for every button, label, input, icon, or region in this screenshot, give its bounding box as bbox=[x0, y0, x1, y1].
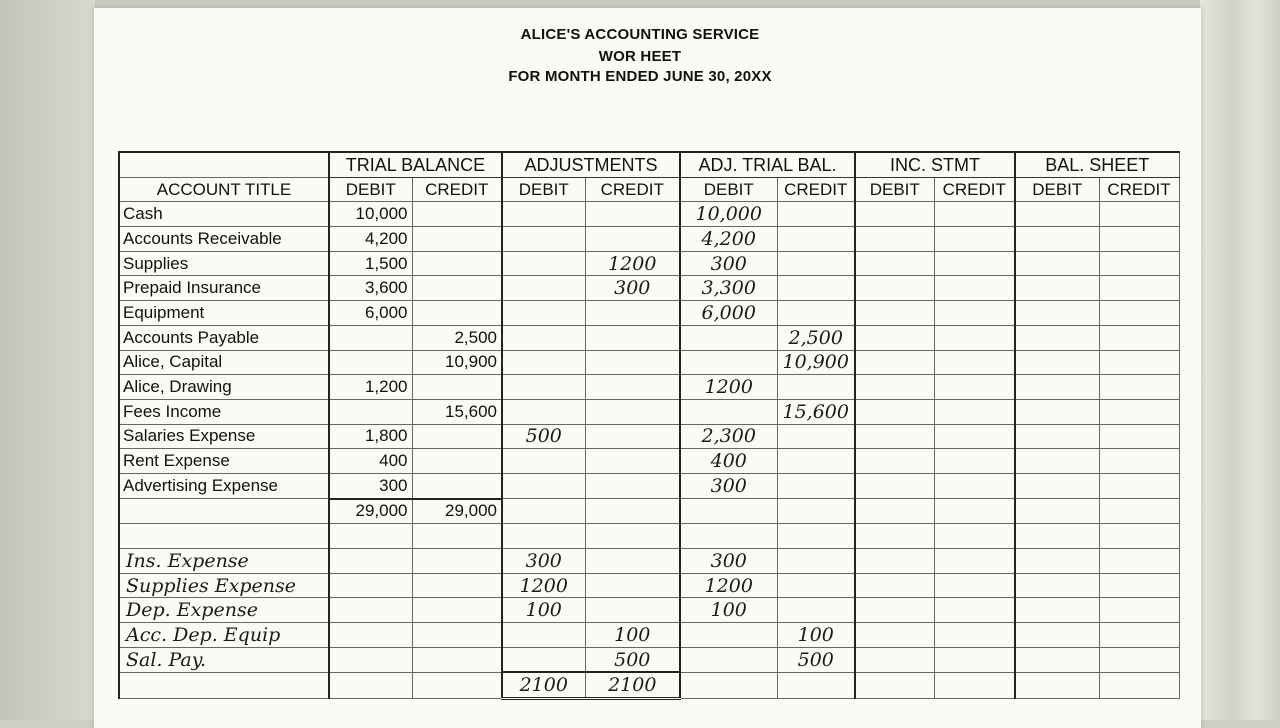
amount-cell bbox=[502, 623, 585, 648]
amount-cell bbox=[934, 473, 1015, 498]
subheader-row bbox=[119, 177, 1257, 202]
amount-cell bbox=[680, 499, 777, 524]
amount-cell bbox=[329, 573, 412, 598]
amount-cell bbox=[777, 424, 855, 449]
group-balance-sheet: BAL. SHEET bbox=[1015, 152, 1179, 177]
amount-cell bbox=[1099, 647, 1179, 672]
amount-cell bbox=[1015, 399, 1099, 424]
amount-cell bbox=[934, 623, 1015, 648]
amount-cell bbox=[585, 301, 680, 326]
amount-cell bbox=[855, 276, 934, 301]
amount-cell bbox=[777, 473, 855, 498]
amount-cell: 300 bbox=[329, 473, 412, 498]
amount-cell: 2100 bbox=[585, 672, 680, 698]
amount-cell bbox=[1099, 449, 1179, 474]
account-title-cell: Acc. Dep. Equip bbox=[119, 623, 329, 648]
amount-cell bbox=[855, 499, 934, 524]
account-title-top bbox=[119, 152, 329, 177]
amount-cell bbox=[585, 549, 680, 574]
amount-cell: 300 bbox=[585, 276, 680, 301]
amount-cell bbox=[1015, 449, 1099, 474]
tb-credit-header: CREDIT bbox=[412, 177, 502, 202]
amount-cell bbox=[412, 227, 502, 252]
amount-cell bbox=[1015, 276, 1099, 301]
amount-cell bbox=[329, 524, 412, 549]
amount-cell bbox=[1099, 623, 1179, 648]
amount-cell bbox=[777, 276, 855, 301]
adj-debit-header: DEBIT bbox=[502, 177, 585, 202]
group-income-statement: INC. STMT bbox=[855, 152, 1015, 177]
amount-cell: 500 bbox=[777, 647, 855, 672]
amount-cell: 10,900 bbox=[412, 350, 502, 375]
amount-cell: 500 bbox=[585, 647, 680, 672]
amount-cell bbox=[412, 524, 502, 549]
bs-credit-header: CREDIT bbox=[1099, 177, 1179, 202]
amount-cell bbox=[329, 549, 412, 574]
amount-cell bbox=[855, 449, 934, 474]
amount-cell bbox=[680, 524, 777, 549]
amount-cell bbox=[680, 325, 777, 350]
table-row bbox=[119, 524, 1257, 549]
amount-cell bbox=[934, 499, 1015, 524]
table-row bbox=[119, 375, 1257, 400]
amount-cell bbox=[855, 424, 934, 449]
amount-cell: 3,600 bbox=[329, 276, 412, 301]
amount-cell bbox=[934, 202, 1015, 227]
amount-cell bbox=[855, 672, 934, 698]
amount-cell bbox=[777, 251, 855, 276]
amount-cell bbox=[777, 227, 855, 252]
table-row bbox=[119, 647, 1257, 672]
table-row bbox=[119, 598, 1257, 623]
account-title-cell: Fees Income bbox=[119, 399, 329, 424]
is-credit-header: CREDIT bbox=[934, 177, 1015, 202]
amount-cell bbox=[1015, 672, 1099, 698]
amount-cell bbox=[855, 251, 934, 276]
amount-cell: 300 bbox=[502, 549, 585, 574]
amount-cell: 6,000 bbox=[329, 301, 412, 326]
amount-cell bbox=[777, 375, 855, 400]
amount-cell bbox=[1099, 524, 1179, 549]
amount-cell: 10,900 bbox=[777, 350, 855, 375]
amount-cell bbox=[855, 350, 934, 375]
amount-cell bbox=[585, 375, 680, 400]
amount-cell: 29,000 bbox=[329, 499, 412, 524]
amount-cell: 4,200 bbox=[680, 227, 777, 252]
amount-cell bbox=[934, 573, 1015, 598]
amount-cell bbox=[934, 276, 1015, 301]
amount-cell bbox=[585, 202, 680, 227]
amount-cell bbox=[1015, 598, 1099, 623]
amount-cell: 1200 bbox=[680, 573, 777, 598]
amount-cell bbox=[1099, 399, 1179, 424]
amount-cell: 300 bbox=[680, 473, 777, 498]
amount-cell bbox=[502, 449, 585, 474]
amount-cell bbox=[502, 227, 585, 252]
account-title-cell: Prepaid Insurance bbox=[119, 276, 329, 301]
amount-cell bbox=[855, 227, 934, 252]
bs-debit-header: DEBIT bbox=[1015, 177, 1099, 202]
amount-cell bbox=[934, 375, 1015, 400]
amount-cell bbox=[777, 573, 855, 598]
amount-cell: 10,000 bbox=[329, 202, 412, 227]
amount-cell: 15,600 bbox=[777, 399, 855, 424]
worksheet-table bbox=[118, 151, 1258, 700]
amount-cell bbox=[1099, 251, 1179, 276]
table-row bbox=[119, 227, 1257, 252]
amount-cell: 6,000 bbox=[680, 301, 777, 326]
table-row bbox=[119, 276, 1257, 301]
amount-cell bbox=[1015, 499, 1099, 524]
amount-cell bbox=[1015, 350, 1099, 375]
amount-cell bbox=[502, 375, 585, 400]
amount-cell: 15,600 bbox=[412, 399, 502, 424]
amount-cell bbox=[777, 672, 855, 698]
account-title-cell: Equipment bbox=[119, 301, 329, 326]
amount-cell bbox=[680, 647, 777, 672]
amount-cell bbox=[1099, 202, 1179, 227]
amount-cell bbox=[502, 647, 585, 672]
amount-cell bbox=[680, 350, 777, 375]
amount-cell bbox=[855, 549, 934, 574]
amount-cell bbox=[934, 251, 1015, 276]
amount-cell bbox=[412, 473, 502, 498]
document-title: WOR HEET bbox=[598, 48, 682, 65]
amount-cell bbox=[585, 424, 680, 449]
amount-cell bbox=[1099, 598, 1179, 623]
amount-cell bbox=[680, 623, 777, 648]
amount-cell bbox=[855, 325, 934, 350]
amount-cell: 2100 bbox=[502, 672, 585, 698]
amount-cell bbox=[412, 251, 502, 276]
amount-cell bbox=[585, 598, 680, 623]
amount-cell bbox=[502, 301, 585, 326]
amount-cell bbox=[934, 424, 1015, 449]
amount-cell bbox=[1015, 227, 1099, 252]
amount-cell bbox=[502, 251, 585, 276]
account-title-cell: Cash bbox=[119, 202, 329, 227]
amount-cell bbox=[1099, 325, 1179, 350]
amount-cell bbox=[412, 301, 502, 326]
amount-cell bbox=[585, 473, 680, 498]
amount-cell: 1,200 bbox=[329, 375, 412, 400]
amount-cell bbox=[855, 524, 934, 549]
amount-cell: 100 bbox=[502, 598, 585, 623]
account-title-cell: Alice, Drawing bbox=[119, 375, 329, 400]
amount-cell bbox=[585, 227, 680, 252]
amount-cell bbox=[1015, 623, 1099, 648]
amount-cell bbox=[412, 647, 502, 672]
amount-cell bbox=[1015, 424, 1099, 449]
amount-cell bbox=[855, 301, 934, 326]
amount-cell bbox=[412, 449, 502, 474]
amount-cell bbox=[412, 549, 502, 574]
amount-cell bbox=[777, 524, 855, 549]
amount-cell bbox=[1015, 375, 1099, 400]
amount-cell: 100 bbox=[585, 623, 680, 648]
amount-cell bbox=[1099, 473, 1179, 498]
table-row bbox=[119, 623, 1257, 648]
amount-cell bbox=[1099, 227, 1179, 252]
amount-cell bbox=[585, 350, 680, 375]
amount-cell bbox=[585, 499, 680, 524]
amount-cell bbox=[1015, 202, 1099, 227]
amount-cell bbox=[502, 499, 585, 524]
amount-cell: 29,000 bbox=[412, 499, 502, 524]
account-title-header: ACCOUNT TITLE bbox=[119, 177, 329, 202]
table-row bbox=[119, 350, 1257, 375]
account-title-cell bbox=[119, 672, 329, 698]
table-row bbox=[119, 672, 1257, 698]
amount-cell bbox=[855, 473, 934, 498]
amount-cell: 1200 bbox=[680, 375, 777, 400]
amount-cell: 1,800 bbox=[329, 424, 412, 449]
amount-cell bbox=[412, 202, 502, 227]
group-header-row bbox=[119, 152, 1257, 177]
amount-cell bbox=[855, 202, 934, 227]
amount-cell bbox=[502, 325, 585, 350]
worksheet bbox=[118, 151, 1258, 700]
account-title-cell: Accounts Payable bbox=[119, 325, 329, 350]
amount-cell: 2,500 bbox=[777, 325, 855, 350]
amount-cell bbox=[585, 573, 680, 598]
amount-cell bbox=[1099, 424, 1179, 449]
table-row bbox=[119, 473, 1257, 498]
amount-cell bbox=[934, 647, 1015, 672]
amount-cell: 1200 bbox=[502, 573, 585, 598]
amount-cell bbox=[1099, 350, 1179, 375]
amount-cell bbox=[502, 276, 585, 301]
amount-cell bbox=[412, 375, 502, 400]
account-title-cell: Accounts Receivable bbox=[119, 227, 329, 252]
amount-cell bbox=[412, 276, 502, 301]
amount-cell bbox=[934, 301, 1015, 326]
amount-cell: 2,500 bbox=[412, 325, 502, 350]
table-row bbox=[119, 573, 1257, 598]
amount-cell: 400 bbox=[680, 449, 777, 474]
amount-cell bbox=[934, 524, 1015, 549]
table-row bbox=[119, 399, 1257, 424]
amount-cell bbox=[855, 573, 934, 598]
amount-cell bbox=[855, 623, 934, 648]
amount-cell: 1200 bbox=[585, 251, 680, 276]
amount-cell: 3,300 bbox=[680, 276, 777, 301]
amount-cell bbox=[1099, 499, 1179, 524]
tb-debit-header: DEBIT bbox=[329, 177, 412, 202]
amount-cell bbox=[934, 598, 1015, 623]
background-left bbox=[0, 0, 95, 720]
amount-cell bbox=[1015, 325, 1099, 350]
amount-cell bbox=[502, 524, 585, 549]
amount-cell bbox=[680, 399, 777, 424]
group-trial-balance: TRIAL BALANCE bbox=[329, 152, 502, 177]
amount-cell bbox=[934, 449, 1015, 474]
amount-cell bbox=[329, 647, 412, 672]
account-title-cell bbox=[119, 499, 329, 524]
amount-cell bbox=[1015, 549, 1099, 574]
amount-cell: 500 bbox=[502, 424, 585, 449]
amount-cell: 400 bbox=[329, 449, 412, 474]
amount-cell bbox=[329, 598, 412, 623]
amount-cell bbox=[777, 202, 855, 227]
table-row bbox=[119, 424, 1257, 449]
amount-cell bbox=[777, 499, 855, 524]
company-name: ALICE'S ACCOUNTING SERVICE bbox=[520, 26, 760, 43]
amount-cell bbox=[1099, 301, 1179, 326]
amount-cell bbox=[1015, 251, 1099, 276]
account-title-cell: Advertising Expense bbox=[119, 473, 329, 498]
amount-cell bbox=[1099, 672, 1179, 698]
amount-cell bbox=[855, 375, 934, 400]
amount-cell bbox=[585, 399, 680, 424]
amount-cell: 100 bbox=[680, 598, 777, 623]
is-debit-header: DEBIT bbox=[855, 177, 934, 202]
amount-cell bbox=[934, 350, 1015, 375]
amount-cell bbox=[777, 549, 855, 574]
amount-cell bbox=[1099, 549, 1179, 574]
amount-cell bbox=[585, 524, 680, 549]
amount-cell: 2,300 bbox=[680, 424, 777, 449]
table-row bbox=[119, 449, 1257, 474]
amount-cell bbox=[412, 424, 502, 449]
amount-cell bbox=[1015, 573, 1099, 598]
amount-cell bbox=[680, 672, 777, 698]
amount-cell bbox=[502, 399, 585, 424]
account-title-cell: Ins. Expense bbox=[119, 549, 329, 574]
amount-cell: 10,000 bbox=[680, 202, 777, 227]
account-title-cell: Alice, Capital bbox=[119, 350, 329, 375]
amount-cell bbox=[585, 449, 680, 474]
group-adjustments: ADJUSTMENTS bbox=[502, 152, 680, 177]
amount-cell bbox=[1099, 573, 1179, 598]
amount-cell bbox=[412, 672, 502, 698]
amount-cell bbox=[934, 325, 1015, 350]
amount-cell bbox=[329, 325, 412, 350]
account-title-cell: Sal. Pay. bbox=[119, 647, 329, 672]
amount-cell bbox=[934, 549, 1015, 574]
amount-cell bbox=[502, 473, 585, 498]
account-title-cell bbox=[119, 524, 329, 549]
amount-cell bbox=[329, 350, 412, 375]
table-row bbox=[119, 202, 1257, 227]
table-row bbox=[119, 251, 1257, 276]
amount-cell bbox=[412, 598, 502, 623]
period-line: FOR MONTH ENDED JUNE 30, 20XX bbox=[508, 68, 772, 85]
amount-cell bbox=[502, 350, 585, 375]
account-title-cell: Supplies Expense bbox=[119, 573, 329, 598]
amount-cell bbox=[777, 598, 855, 623]
table-row bbox=[119, 499, 1257, 524]
table-row bbox=[119, 549, 1257, 574]
table-row bbox=[119, 325, 1257, 350]
amount-cell bbox=[329, 623, 412, 648]
amount-cell bbox=[502, 202, 585, 227]
worksheet-body bbox=[119, 202, 1257, 699]
account-title-cell: Rent Expense bbox=[119, 449, 329, 474]
amount-cell bbox=[1099, 375, 1179, 400]
amount-cell: 300 bbox=[680, 251, 777, 276]
amount-cell bbox=[855, 598, 934, 623]
amount-cell bbox=[934, 227, 1015, 252]
account-title-cell: Supplies bbox=[119, 251, 329, 276]
amount-cell bbox=[934, 672, 1015, 698]
amount-cell bbox=[777, 449, 855, 474]
amount-cell bbox=[934, 399, 1015, 424]
amount-cell bbox=[1015, 647, 1099, 672]
amount-cell bbox=[412, 623, 502, 648]
atb-debit-header: DEBIT bbox=[680, 177, 777, 202]
amount-cell bbox=[855, 399, 934, 424]
amount-cell bbox=[1015, 301, 1099, 326]
amount-cell: 1,500 bbox=[329, 251, 412, 276]
amount-cell: 300 bbox=[680, 549, 777, 574]
amount-cell: 4,200 bbox=[329, 227, 412, 252]
amount-cell bbox=[777, 301, 855, 326]
atb-credit-header: CREDIT bbox=[777, 177, 855, 202]
amount-cell bbox=[1015, 473, 1099, 498]
amount-cell bbox=[585, 325, 680, 350]
amount-cell bbox=[329, 672, 412, 698]
amount-cell bbox=[412, 573, 502, 598]
adj-credit-header: CREDIT bbox=[585, 177, 680, 202]
amount-cell bbox=[329, 399, 412, 424]
amount-cell bbox=[1099, 276, 1179, 301]
account-title-cell: Dep. Expense bbox=[119, 598, 329, 623]
amount-cell bbox=[1015, 524, 1099, 549]
account-title-cell: Salaries Expense bbox=[119, 424, 329, 449]
group-adj-trial-balance: ADJ. TRIAL BAL. bbox=[680, 152, 855, 177]
amount-cell: 100 bbox=[777, 623, 855, 648]
table-row bbox=[119, 301, 1257, 326]
amount-cell bbox=[855, 647, 934, 672]
